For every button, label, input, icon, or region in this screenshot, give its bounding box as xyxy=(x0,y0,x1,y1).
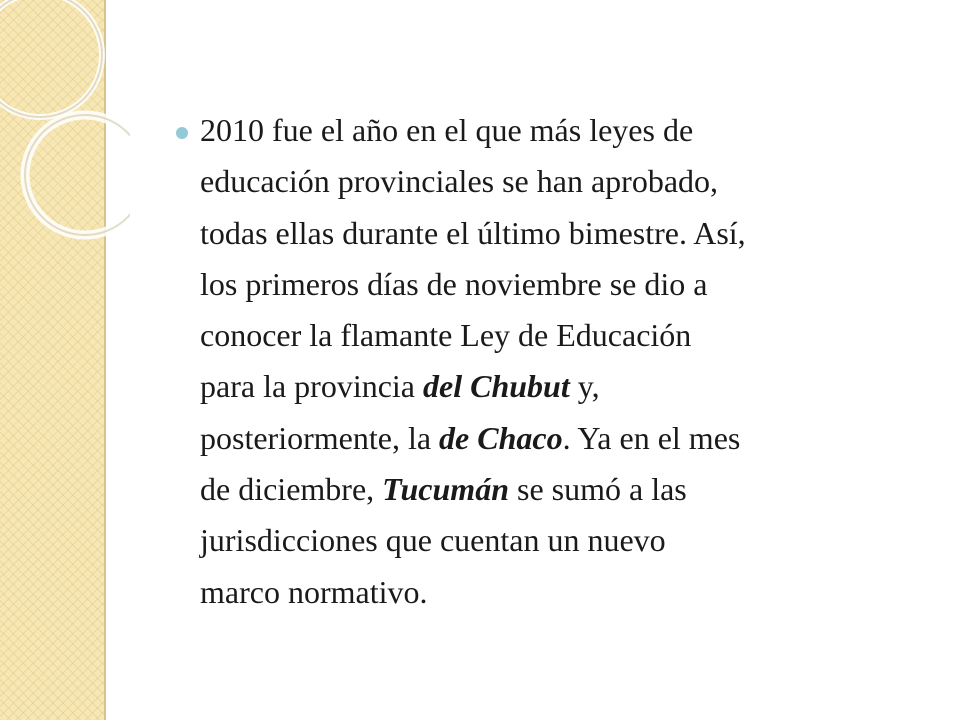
text-line xyxy=(200,567,940,618)
text-line xyxy=(200,464,940,515)
text-segment: 2010 fue el año en el que más leyes de xyxy=(200,112,694,148)
text-line xyxy=(200,156,940,207)
text-segment: posteriormente, la xyxy=(200,419,440,456)
text-line xyxy=(200,310,940,361)
bullet-dot-icon xyxy=(176,127,188,139)
body-paragraph xyxy=(200,105,940,618)
text-segment: jurisdicciones que cuentan un nuevo xyxy=(200,522,666,559)
text-segment: se sumó a las xyxy=(508,471,687,508)
emphasized-text: de Chaco xyxy=(439,419,563,456)
emphasized-text: Tucumán xyxy=(382,471,509,508)
decorative-circles-icon xyxy=(0,0,130,240)
text-line xyxy=(200,413,940,464)
text-segment: para la provincia xyxy=(200,368,423,405)
text-segment: los primeros días de noviembre se dio a xyxy=(200,265,708,302)
text-segment: todas ellas durante el último bimestre. Así, xyxy=(200,214,746,251)
text-segment: de diciembre, xyxy=(200,471,383,508)
text-line xyxy=(200,105,940,156)
text-segment: y, xyxy=(569,368,600,405)
text-segment: . Ya en el mes xyxy=(562,419,741,456)
text-line xyxy=(200,208,940,259)
text-line xyxy=(200,361,940,412)
text-line xyxy=(200,515,940,566)
text-segment: conocer la flamante Ley de Educación xyxy=(200,317,692,354)
text-line xyxy=(200,259,940,310)
text-segment: marco normativo. xyxy=(200,573,428,610)
text-segment: educación provinciales se han aprobado, xyxy=(200,163,719,200)
emphasized-text: del Chubut xyxy=(423,368,570,405)
